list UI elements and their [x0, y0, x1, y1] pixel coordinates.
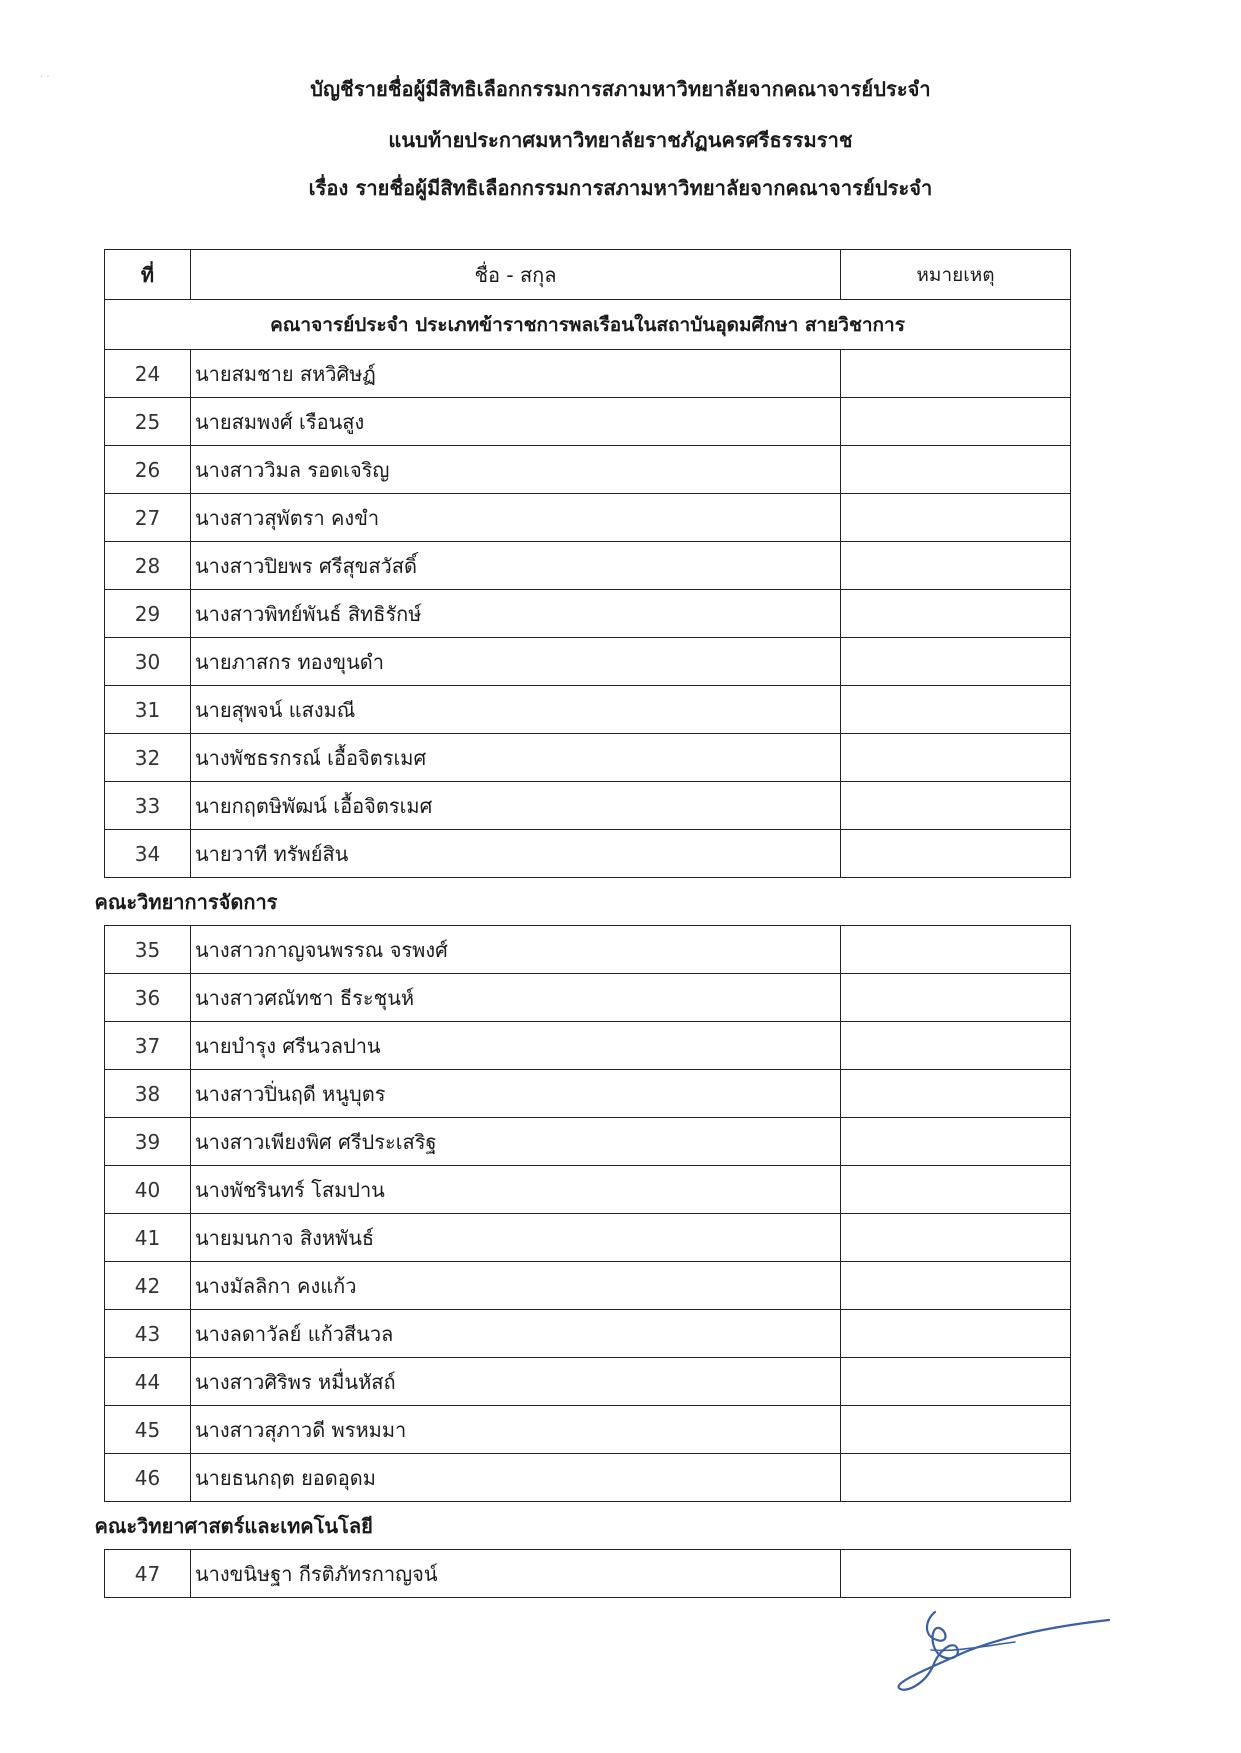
row-number: 47: [105, 1550, 191, 1598]
remarks-cell: [841, 1406, 1071, 1454]
table-row: [105, 1214, 1071, 1262]
person-name: นายสมพงศ์ เรือนสูง: [191, 398, 841, 446]
row-number: 36: [105, 974, 191, 1022]
row-number: 30: [105, 638, 191, 686]
header-title: บัญชีรายชื่อผู้มีสิทธิเลือกกรรมการสภามหาวิทยาลัยจากคณาจารย์ประจำ: [310, 77, 931, 101]
remarks-cell: [841, 446, 1071, 494]
remarks-cell: [841, 1358, 1071, 1406]
remarks-cell: [841, 1214, 1071, 1262]
table-row: [105, 398, 1071, 446]
table-row: [105, 350, 1071, 398]
table-row: [105, 1118, 1071, 1166]
row-number: 41: [105, 1214, 191, 1262]
scan-speck: · ·: [40, 72, 50, 83]
table-row: [105, 494, 1071, 542]
faculty-heading-row: [105, 878, 1071, 926]
remarks-cell: [841, 1310, 1071, 1358]
row-number: 29: [105, 590, 191, 638]
row-number: 44: [105, 1358, 191, 1406]
row-number: 34: [105, 830, 191, 878]
person-name: นางพัชธรกรณ์ เอื้อจิตรเมศ: [191, 734, 841, 782]
table-row: [105, 1022, 1071, 1070]
remarks-cell: [841, 638, 1071, 686]
remarks-cell: [841, 1454, 1071, 1502]
row-number: 37: [105, 1022, 191, 1070]
table-row: [105, 1262, 1071, 1310]
remarks-cell: [841, 1166, 1071, 1214]
col-header-remarks: หมายเหตุ: [841, 250, 1071, 300]
table-row: [105, 1310, 1071, 1358]
header-attachment: แนบท้ายประกาศมหาวิทยาลัยราชภัฏนครศรีธรรมราช: [388, 128, 853, 152]
person-name: นางสาวเพียงพิศ ศรีประเสริฐ: [191, 1118, 841, 1166]
row-number: 28: [105, 542, 191, 590]
person-name: นางขนิษฐา กีรติภัทรกาญจน์: [191, 1550, 841, 1598]
remarks-cell: [841, 494, 1071, 542]
person-name: นายสุพจน์ แสงมณี: [191, 686, 841, 734]
table-row: [105, 1406, 1071, 1454]
remarks-cell: [841, 1070, 1071, 1118]
faculty-heading-management: คณะวิทยาการจัดการ: [94, 889, 278, 914]
person-name: นางลดาวัลย์ แก้วสีนวล: [191, 1310, 841, 1358]
table-row: [105, 926, 1071, 974]
person-name: นางมัลลิกา คงแก้ว: [191, 1262, 841, 1310]
remarks-cell: [841, 542, 1071, 590]
person-name: นางสาวกาญจนพรรณ จรพงศ์: [191, 926, 841, 974]
remarks-cell: [841, 974, 1071, 1022]
table-row: [105, 542, 1071, 590]
table-row: [105, 734, 1071, 782]
remarks-cell: [841, 734, 1071, 782]
remarks-cell: [841, 590, 1071, 638]
row-number: 42: [105, 1262, 191, 1310]
table-row: [105, 686, 1071, 734]
col-header-name: ชื่อ - สกุล: [191, 250, 841, 300]
person-name: นางสาววิมล รอดเจริญ: [191, 446, 841, 494]
row-number: 32: [105, 734, 191, 782]
row-number: 35: [105, 926, 191, 974]
person-name: นายวาที ทรัพย์สิน: [191, 830, 841, 878]
person-name: นางสาวปิ่นฤดี หนูบุตร: [191, 1070, 841, 1118]
table-row: [105, 1166, 1071, 1214]
person-name: นายภาสกร ทองขุนดำ: [191, 638, 841, 686]
row-number: 27: [105, 494, 191, 542]
table-row: [105, 1454, 1071, 1502]
category-subheading: คณาจารย์ประจำ ประเภทข้าราชการพลเรือนในสถาบันอุดมศึกษา สายวิชาการ: [105, 300, 1071, 350]
table-header-row: [105, 250, 1071, 300]
faculty-heading-science: คณะวิทยาศาสตร์และเทคโนโลยี: [94, 1513, 373, 1538]
row-number: 24: [105, 350, 191, 398]
person-name: นายบำรุง ศรีนวลปาน: [191, 1022, 841, 1070]
col-header-number: ที่: [105, 250, 191, 300]
remarks-cell: [841, 686, 1071, 734]
row-number: 25: [105, 398, 191, 446]
person-name: นางพัชรินทร์ โสมปาน: [191, 1166, 841, 1214]
voter-roster-table: [94, 249, 1071, 1598]
person-name: นางสาวพิทย์พันธ์ สิทธิรักษ์: [191, 590, 841, 638]
table-row: [105, 974, 1071, 1022]
remarks-cell: [841, 830, 1071, 878]
row-number: 33: [105, 782, 191, 830]
row-number: 43: [105, 1310, 191, 1358]
table-row: [105, 1358, 1071, 1406]
person-name: นางสาวศณัทชา ธีระชุนห์: [191, 974, 841, 1022]
category-subheading-row: [105, 300, 1071, 350]
row-number: 39: [105, 1118, 191, 1166]
person-name: นางสาวปิยพร ศรีสุขสวัสดิ์: [191, 542, 841, 590]
remarks-cell: [841, 350, 1071, 398]
remarks-cell: [841, 1022, 1071, 1070]
person-name: นางสาวสุภาวดี พรหมมา: [191, 1406, 841, 1454]
table-row: [105, 590, 1071, 638]
remarks-cell: [841, 1262, 1071, 1310]
faculty-heading-row: [105, 1502, 1071, 1550]
handwritten-signature: [895, 1590, 1115, 1700]
remarks-cell: [841, 926, 1071, 974]
table-row: [105, 1070, 1071, 1118]
row-number: 38: [105, 1070, 191, 1118]
remarks-cell: [841, 398, 1071, 446]
table-row: [105, 782, 1071, 830]
row-number: 31: [105, 686, 191, 734]
row-number: 26: [105, 446, 191, 494]
row-number: 45: [105, 1406, 191, 1454]
person-name: นายกฤตษิพัฒน์ เอื้อจิตรเมศ: [191, 782, 841, 830]
header-subject: เรื่อง รายชื่อผู้มีสิทธิเลือกกรรมการสภามหาวิทยาลัยจากคณาจารย์ประจำ: [308, 176, 933, 200]
table-row: [105, 638, 1071, 686]
row-number: 46: [105, 1454, 191, 1502]
person-name: นายสมชาย สหวิศิษฏ์: [191, 350, 841, 398]
person-name: นางสาวสุพัตรา คงขำ: [191, 494, 841, 542]
row-number: 40: [105, 1166, 191, 1214]
remarks-cell: [841, 782, 1071, 830]
table-row: [105, 830, 1071, 878]
person-name: นางสาวศิริพร หมื่นหัสถ์: [191, 1358, 841, 1406]
person-name: นายมนกาจ สิงหพันธ์: [191, 1214, 841, 1262]
person-name: นายธนกฤต ยอดอุดม: [191, 1454, 841, 1502]
remarks-cell: [841, 1118, 1071, 1166]
table-row: [105, 446, 1071, 494]
